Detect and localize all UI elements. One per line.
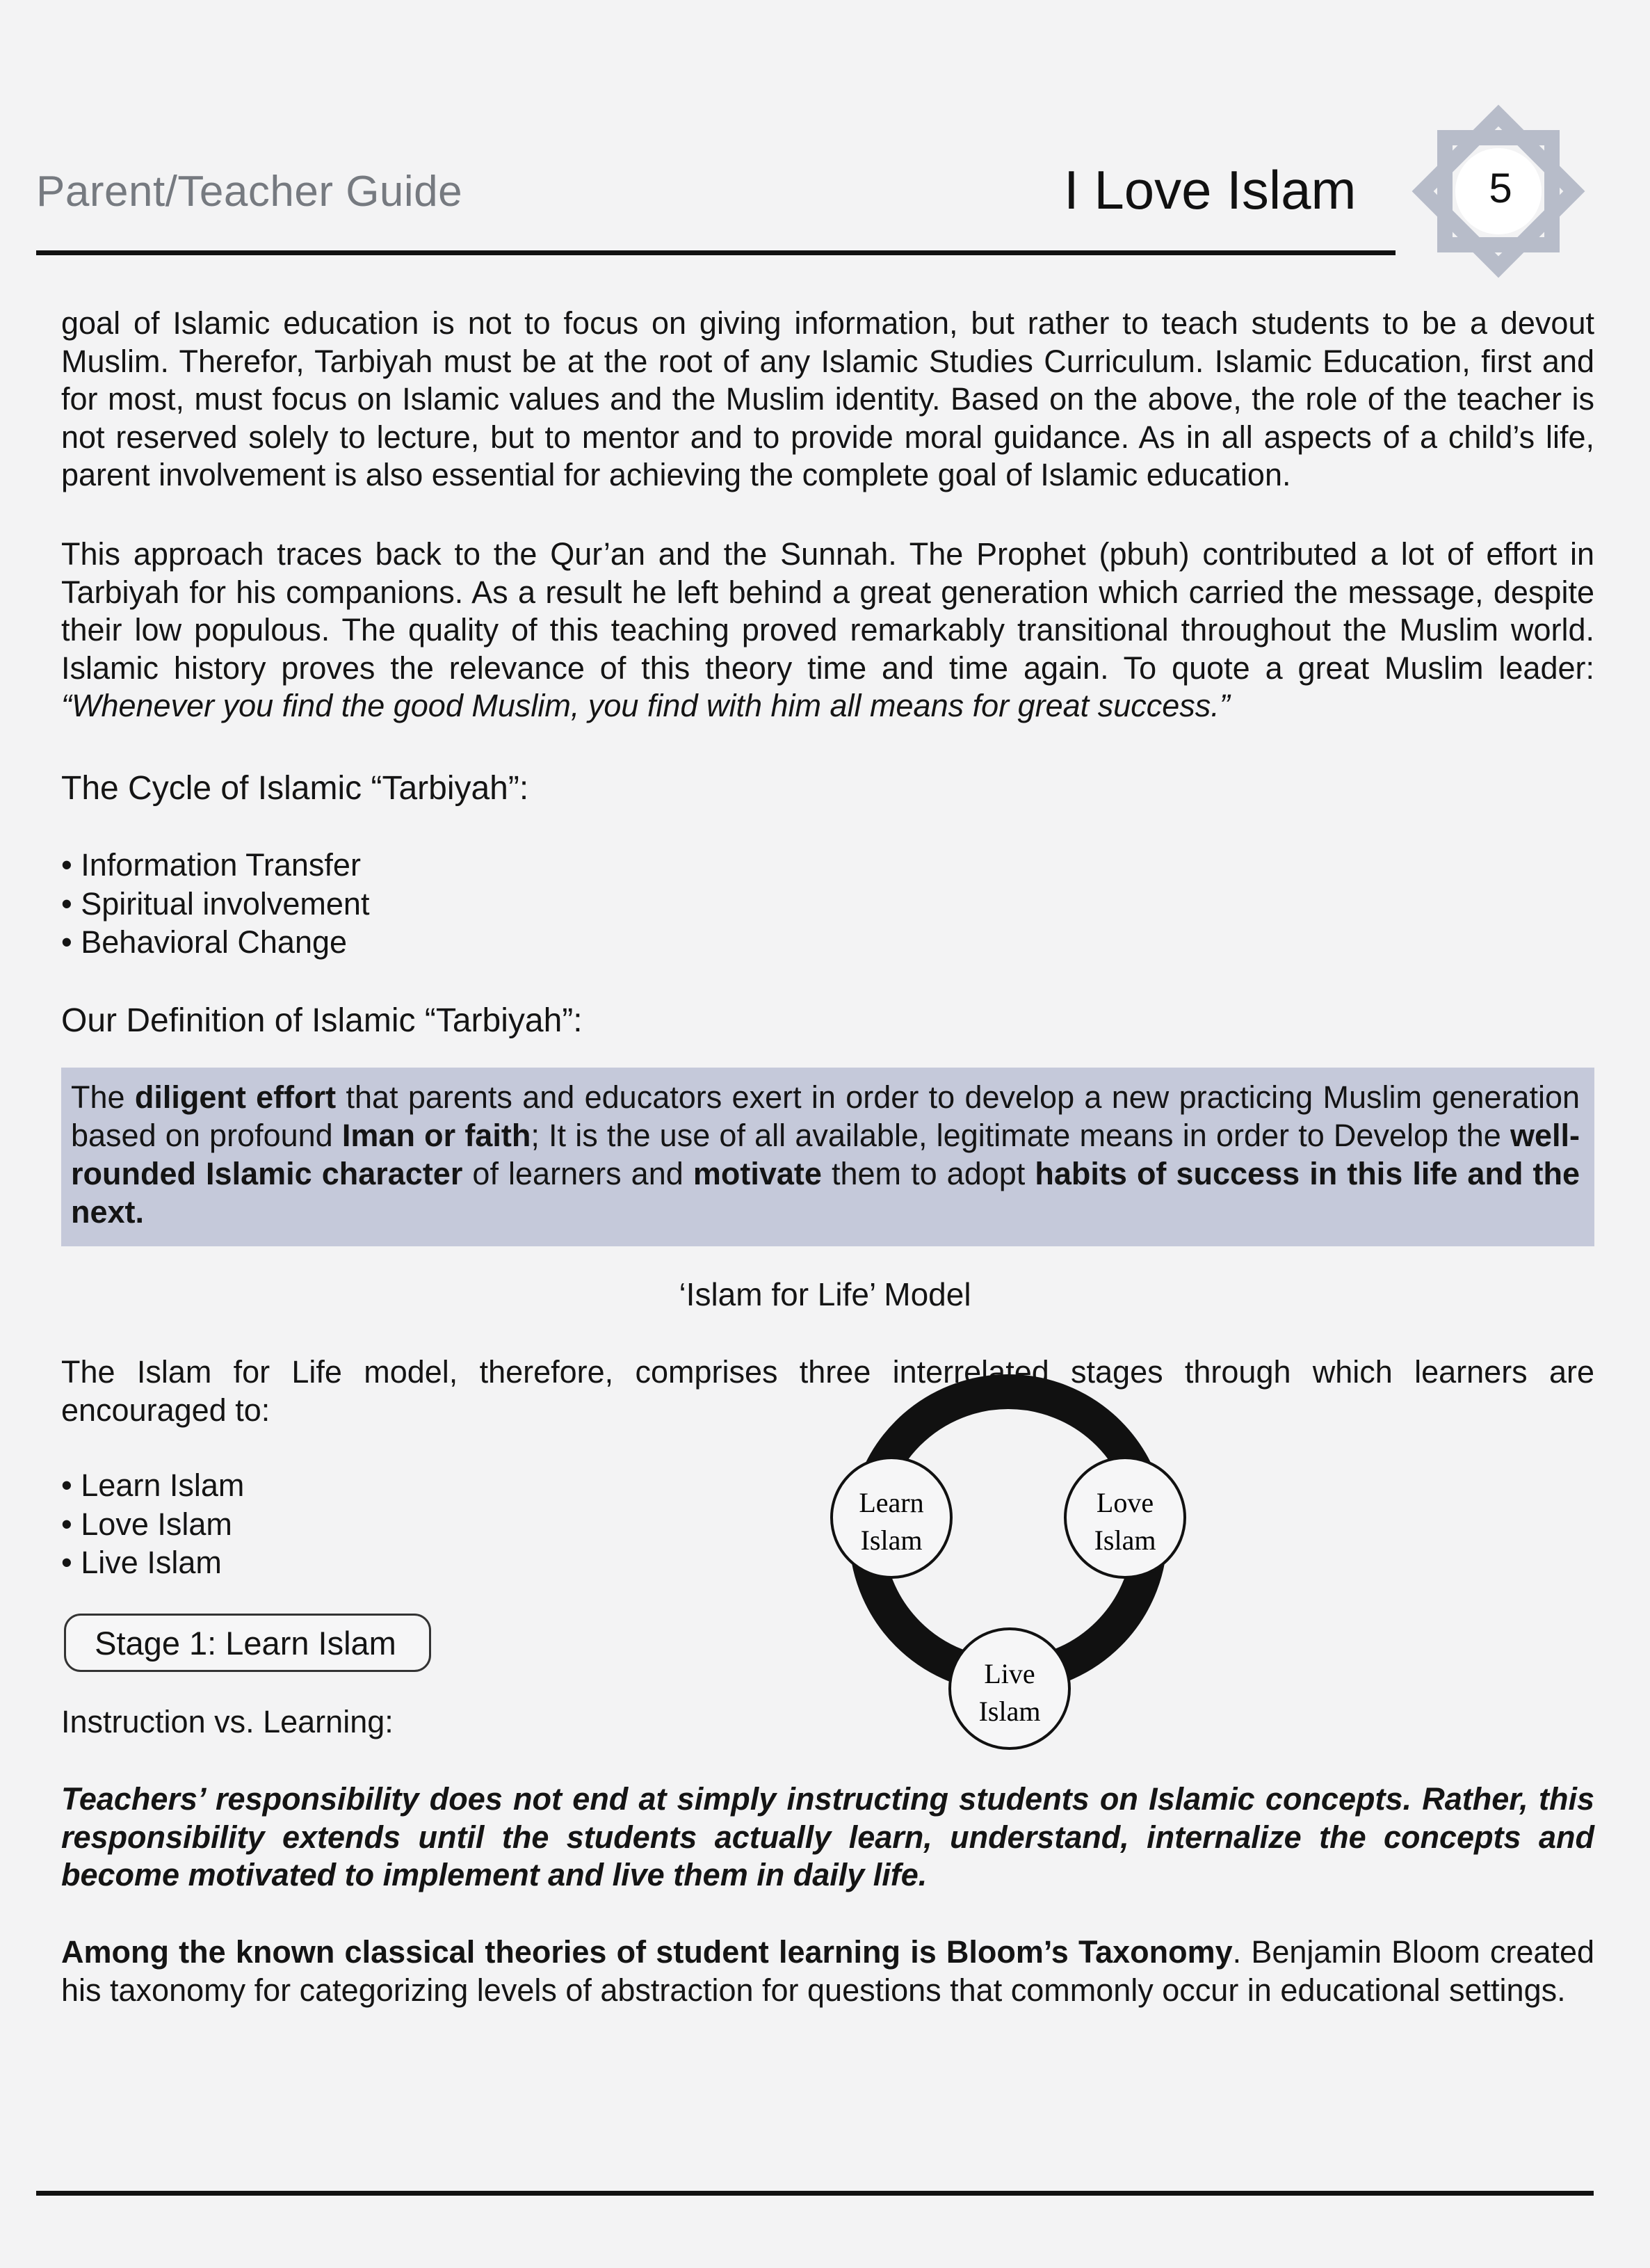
definition-bold-segment: habits of success in this life and the next. — [71, 1156, 1580, 1230]
definition-segment: that parents and educators exert in order to develop a new practicing Muslim generation based on profound — [71, 1079, 1580, 1153]
list-item: • Behavioral Change — [61, 923, 369, 962]
definition-bold-segment: well-rounded Islamic character — [71, 1118, 1580, 1191]
list-item: • Live Islam — [61, 1543, 244, 1582]
live-node — [950, 1629, 1069, 1748]
footer-divider — [36, 2191, 1594, 2196]
definition-bold-segment: Iman or faith — [341, 1118, 531, 1153]
definition-segment: ; It is the use of all available, legitimate means in order to Develop the — [531, 1118, 1510, 1153]
bloom-bold-text: Among the known classical theories of student learning is Bloom’s Taxonomy — [61, 1934, 1233, 1970]
learn-label: Islam — [860, 1525, 923, 1556]
learn-node — [832, 1458, 951, 1577]
definition-heading: Our Definition of Islamic “Tarbiyah”: — [61, 1002, 583, 1039]
list-item: • Information Transfer — [61, 846, 369, 885]
model-description: The Islam for Life model, therefore, comprises three interrelated stages through which learners are encouraged to: — [61, 1354, 1594, 1428]
cycle-list — [61, 846, 369, 962]
definition-text — [71, 1078, 1580, 1231]
definition-segment: them to adopt — [821, 1156, 1035, 1191]
intro-paragraph: goal of Islamic education is not to focus on giving information, but rather to teach students to be a devout Muslim. Therefor, Tarbiyah must be at the root of any Islamic Studies Curriculum. Islamic Education, first and for most, must focus on Islamic values and the Muslim identity. Based on the above, the role of the teacher is not reserved solely to lecture, but to mentor and to provide moral guidance. As in all aspects of a child’s life, parent involvement is also essential for achieving the complete goal of Islamic education. — [61, 305, 1594, 492]
instruction-subheading: Instruction vs. Learning: — [61, 1704, 394, 1739]
live-label: Islam — [978, 1696, 1041, 1727]
islam-for-life-cycle-diagram — [827, 1363, 1189, 1753]
header-divider — [36, 250, 1396, 255]
learn-label: Learn — [859, 1487, 924, 1518]
definition-segment: of learners and — [462, 1156, 693, 1191]
definition-segment: The — [71, 1079, 135, 1115]
guide-title: Parent/Teacher Guide — [36, 168, 463, 216]
leader-quote: “Whenever you find the good Muslim, you find with him all means for great success.” — [61, 688, 1230, 723]
live-label: Live — [984, 1658, 1035, 1689]
approach-paragraph — [61, 536, 1594, 725]
model-title: ‘Islam for Life’ Model — [679, 1276, 971, 1312]
bloom-paragraph — [61, 1933, 1594, 2009]
love-label: Islam — [1094, 1525, 1156, 1556]
list-item: • Spiritual involvement — [61, 885, 369, 924]
list-item: • Learn Islam — [61, 1466, 244, 1505]
approach-text: This approach traces back to the Qur’an and the Sunnah. The Prophet (pbuh) contributed a lot of effort in Tarbiyah for his companions. As a result he left behind a great generation which carried the message, despite their low populous. The quality of this teaching proved remarkably transitional throughout the Muslim world. Islamic history proves the relevance of this theory time and time again. To quote a great Muslim leader: — [61, 536, 1594, 686]
bloom-text: . Benjamin Bloom created his taxonomy for categorizing levels of abstraction for questions that commonly occur in educational settings. — [61, 1934, 1594, 2008]
love-label: Love — [1096, 1487, 1154, 1518]
definition-bold-segment: diligent effort — [134, 1079, 337, 1115]
list-item: • Love Islam — [61, 1505, 244, 1544]
definition-bold-segment: motivate — [693, 1156, 822, 1191]
teachers-responsibility-text: Teachers’ responsibility does not end at simply instructing students on Islamic concepts. Rather, this responsibility extends until the students actually learn, understand, internalize the concepts and become motivated to implement and live them in daily life. — [61, 1781, 1594, 1892]
model-stages-list — [61, 1466, 244, 1582]
book-title: I Love Islam — [1064, 159, 1357, 220]
stage-label: Stage 1: Learn Islam — [95, 1625, 396, 1662]
page-number: 5 — [1489, 165, 1512, 211]
love-node — [1065, 1458, 1185, 1577]
cycle-heading: The Cycle of Islamic “Tarbiyah”: — [61, 770, 529, 807]
